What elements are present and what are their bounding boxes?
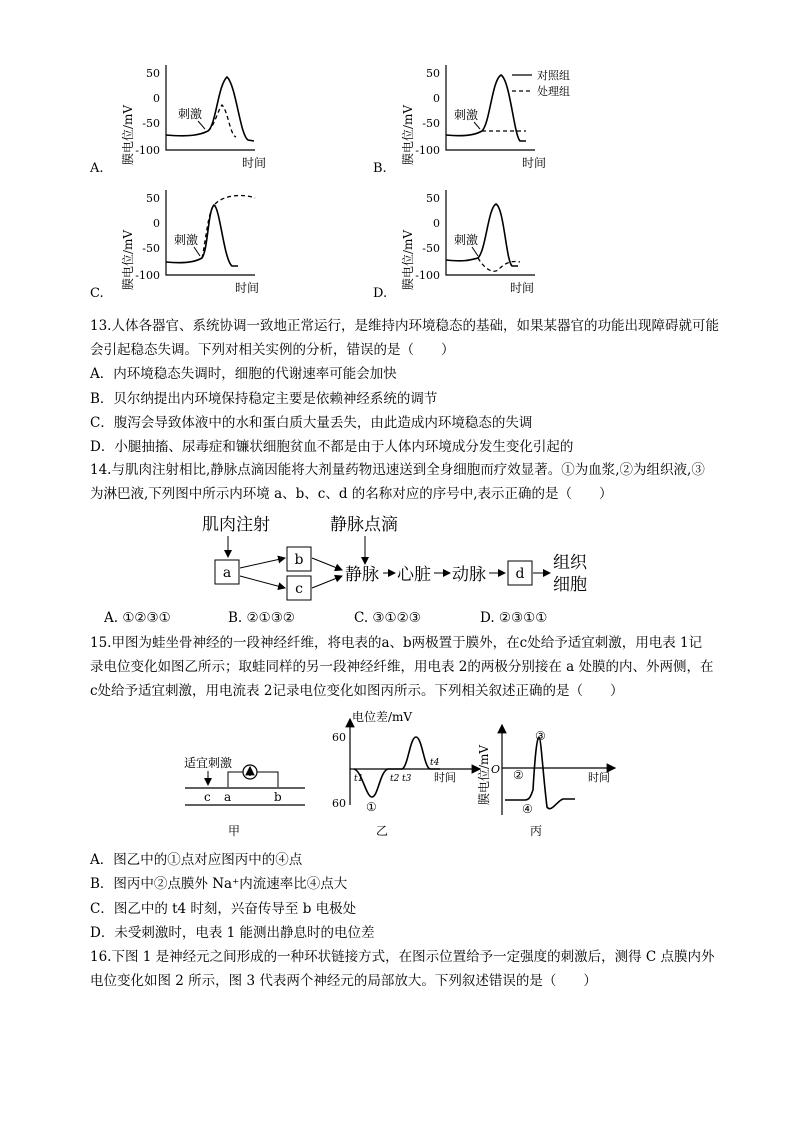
svg-text:0: 0: [433, 92, 440, 105]
q13-option-B: B．贝尔纳提出内环境保持稳定主要是依赖神经系统的调节: [90, 391, 438, 407]
svg-text:时间: 时间: [522, 156, 547, 170]
svg-text:0: 0: [153, 217, 160, 230]
q13-option-C: C．腹泻会导致体液中的水和蛋白质大量丢失，由此造成内环境稳态的失调: [90, 415, 533, 431]
q16-stem-line1: 16.下图 1 是神经元之间形成的一种环状链接方式，在图示位置给予一定强度的刺激后，测得 C 点膜内外: [90, 949, 715, 965]
q14-stem-line1: 14.与肌肉注射相比,静脉点滴因能将大剂量药物迅速送到全身细胞而疗效显著。①为血浆,②为组织液,③: [90, 462, 705, 478]
legend-control: 对照组: [537, 69, 570, 82]
svg-text:b: b: [274, 790, 282, 804]
q15-stem-line2: 录电位变化如图乙所示；取蛙同样的另一段神经纤维，用电表 2的两极分别接在 a 处膜的内、外两侧，在: [90, 659, 714, 675]
svg-text:-100: -100: [135, 144, 160, 157]
svg-text:b: b: [294, 552, 304, 568]
svg-text:-100: -100: [135, 269, 160, 282]
q15-figure-bing: [475, 715, 625, 840]
svg-text:t3: t3: [402, 774, 412, 784]
svg-text:-50: -50: [422, 242, 440, 255]
label-vein: 静脉: [345, 565, 379, 585]
svg-text:刺激: 刺激: [454, 108, 479, 122]
q14-option-A: A. ①②③①: [104, 610, 171, 626]
q15-option-B: B．图丙中②点膜外 Na⁺内流速率比④点大: [90, 876, 348, 892]
q13-option-D: D．小腿抽搐、尿毒症和镰状细胞贫血不都是由于人体内环境成分发生变化引起的: [90, 439, 574, 455]
svg-text:-50: -50: [142, 242, 160, 255]
svg-text:60: 60: [332, 797, 346, 810]
point-4: ④: [522, 802, 533, 816]
label-iv-drip: 静脉点滴: [330, 515, 398, 535]
svg-text:50: 50: [426, 67, 440, 80]
graph-D: [370, 180, 670, 305]
q15-stem-line3: c处给予适宜刺激，用电流表 2记录电位变化如图丙所示。下列相关叙述正确的是（ ）: [90, 683, 624, 699]
svg-text:t2: t2: [390, 774, 400, 784]
svg-text:c: c: [295, 581, 303, 597]
svg-text:0: 0: [153, 92, 160, 105]
q14-option-D: D. ②③①①: [480, 610, 548, 626]
svg-text:时间: 时间: [588, 771, 610, 784]
point-2: ②: [513, 768, 524, 782]
graph-A: [90, 55, 390, 180]
svg-text:时间: 时间: [510, 281, 535, 295]
graph-B: [370, 55, 700, 180]
option-C-label: C.: [90, 286, 104, 301]
q15-figure-yi: [330, 705, 490, 840]
svg-text:电位差/mV: 电位差/mV: [352, 710, 413, 724]
svg-text:50: 50: [146, 67, 160, 80]
label-im-injection: 肌肉注射: [202, 515, 270, 535]
q14-option-C: C. ③①②③: [354, 610, 421, 626]
q15-option-D: D．未受刺激时，电表 1 能测出静息时的电位差: [90, 925, 375, 941]
svg-text:膜电位/mV: 膜电位/mV: [477, 744, 491, 806]
svg-text:膜电位/mV: 膜电位/mV: [121, 229, 135, 291]
svg-text:-100: -100: [415, 144, 440, 157]
q14-stem-line2: 为淋巴液,下列图中所示内环境 a、b、c、d 的名称对应的序号中,表示正确的是（ ）: [90, 486, 613, 502]
q14-option-B: B. ②①③②: [228, 610, 295, 626]
svg-text:时间: 时间: [434, 771, 456, 784]
svg-text:刺激: 刺激: [454, 233, 479, 247]
svg-text:-50: -50: [142, 117, 160, 130]
point-1: ①: [366, 800, 377, 814]
y-axis-label: 膜电位/mV: [121, 104, 135, 166]
svg-text:50: 50: [146, 192, 160, 205]
svg-text:细胞: 细胞: [553, 575, 587, 595]
q15-option-C: C．图乙中的 t4 时刻，兴奋传导至 b 电极处: [90, 901, 357, 917]
label-heart: 心脏: [397, 565, 431, 585]
svg-text:t4: t4: [430, 758, 440, 768]
svg-text:-50: -50: [422, 117, 440, 130]
q13-option-A: A．内环境稳态失调时，细胞的代谢速率可能会加快: [90, 366, 397, 382]
svg-text:a: a: [222, 565, 232, 581]
q14-flow-diagram: [190, 510, 610, 605]
q15-stem-line1: 15.甲图为蛙坐骨神经的一段神经纤维，将电表的a、b两极置于膜外，在c处给予适宜刺激，用电表 1记: [90, 635, 703, 651]
caption-bing: 丙: [530, 824, 543, 838]
svg-text:组织: 组织: [553, 553, 587, 573]
q16-stem-line2: 电位变化如图 2 所示，图 3 代表两个神经元的局部放大。下列叙述错误的是（ ）: [90, 973, 597, 989]
svg-text:适宜刺激: 适宜刺激: [184, 756, 233, 770]
option-D-label: D.: [373, 286, 388, 301]
point-3: ③: [535, 729, 546, 743]
svg-text:0: 0: [433, 217, 440, 230]
stim-label: 刺激: [178, 107, 203, 121]
svg-text:时间: 时间: [242, 156, 267, 170]
legend-treated: 处理组: [537, 85, 570, 98]
option-A-label: A.: [90, 161, 104, 176]
label-artery: 动脉: [452, 565, 486, 585]
option-B-label: B.: [373, 161, 387, 176]
q13-stem-line1: 13.人体各器官、系统协调一致地正常运行，是维持内环境稳态的基础，如果某器官的功能出现障碍就可能: [90, 318, 719, 334]
svg-text:膜电位/mV: 膜电位/mV: [401, 229, 415, 291]
svg-text:c: c: [204, 790, 211, 804]
svg-text:a: a: [224, 790, 232, 804]
svg-text:d: d: [515, 566, 525, 582]
q15-figure-jia: [180, 745, 310, 840]
q13-stem-line2: 会引起稳态失调。下列对相关实例的分析，错误的是（ ）: [90, 342, 455, 358]
graph-C: [90, 180, 390, 305]
svg-text:t1: t1: [354, 774, 364, 784]
caption-yi: 乙: [376, 824, 389, 838]
svg-text:膜电位/mV: 膜电位/mV: [401, 104, 415, 166]
caption-jia: 甲: [228, 824, 241, 838]
svg-text:-100: -100: [415, 269, 440, 282]
svg-text:60: 60: [332, 731, 346, 744]
svg-text:O: O: [491, 763, 501, 776]
q15-option-A: A．图乙中的①点对应图丙中的④点: [90, 852, 303, 868]
svg-text:刺激: 刺激: [174, 233, 199, 247]
svg-text:50: 50: [426, 192, 440, 205]
svg-text:时间: 时间: [235, 281, 260, 295]
